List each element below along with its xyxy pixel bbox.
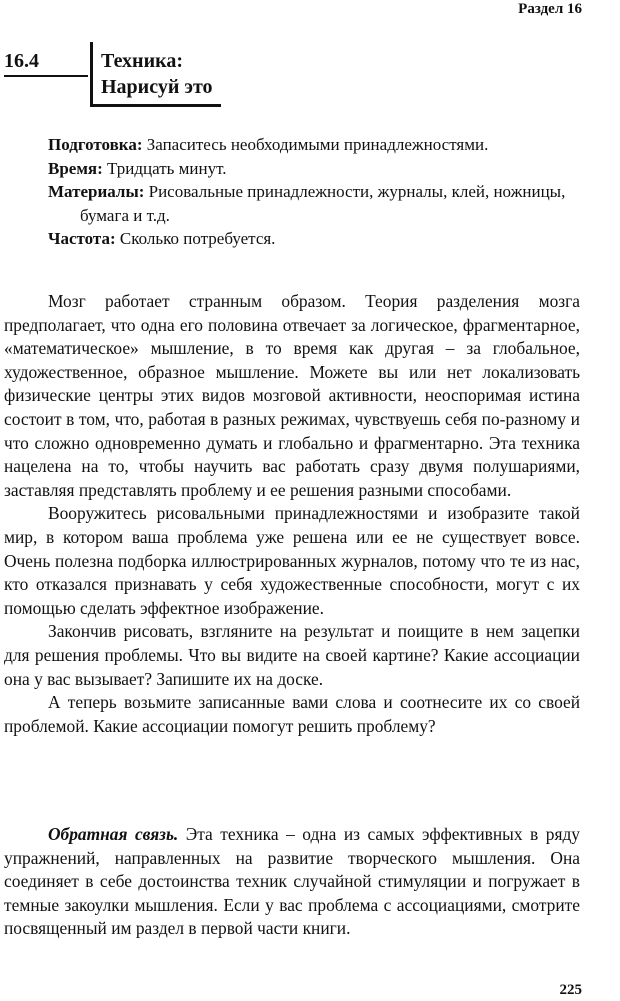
meta-materials-label: Материалы: (48, 182, 145, 201)
meta-materials-value: Рисовальные принадлежности, журналы, клей, ножницы, бумага и т.д. (80, 182, 566, 225)
meta-preparation (48, 133, 588, 157)
paragraph-1: Мозг работает странным образом. Теория разделения мозга предполагает, что одна его половина отвечает за логическое, фрагментарное, «математическое» мышление, в то время как другая – за глобальное, художественное, образное мышление. Можете вы или нет локализовать физические центры этих видов мозговой активности, неоспоримая истина состоит в том, что, работая в разных режимах, чувствуешь себя по-разному и что сложно одновременно думать и глобально и фрагментарно. Эта техника нацелена на то, чтобы научить вас работать сразу двумя полушариями, заставляя представлять проблему и ее решения разными способами. (4, 291, 580, 500)
meta-frequency (48, 227, 588, 251)
meta-time-label: Время: (48, 158, 103, 178)
meta-frequency-label: Частота: (48, 229, 116, 248)
feedback-section (4, 823, 580, 941)
section-title-line1: Техника: (101, 50, 183, 72)
paragraph-4: А теперь возьмите записанные вами слова и соотнесите их со своей проблемой. Какие ассоциации помогут решить проблему? (4, 692, 580, 736)
paragraph-2: Вооружитесь рисовальными принадлежностями и изобразите такой мир, в котором ваша проблема уже решена или ее не существует вовсе. Очень полезна подборка иллюстрированных журналов, потому что те из нас, кто отказался признавать у себя художественные способности, могут с их помощью сделать эффектное изображение. (4, 503, 580, 618)
meta-preparation-label: Подготовка: (48, 135, 143, 154)
feedback-text: Эта техника – одна из самых эффективных в ряду упражнений, направленных на развитие творческого мышления. Она соединяет в себе достоинства техник случайной стимуляции и погружает в темные закоулки мышления. Если у вас проблема с ассоциациями, смотрите посвященный им раздел в первой части книги. (4, 824, 580, 939)
meta-time (48, 157, 588, 181)
section-title (90, 42, 221, 107)
feedback-paragraph (4, 823, 580, 941)
section-number: 16.4 (4, 50, 88, 77)
meta-frequency-value: Сколько потребуется. (119, 229, 276, 248)
meta-time-value: Тридцать минут. (107, 158, 227, 178)
feedback-label: Обратная связь. (48, 824, 179, 844)
body-text (4, 290, 580, 738)
meta-preparation-value: Запаситесь необходимыми принадлежностями. (146, 135, 489, 154)
technique-meta (48, 133, 588, 251)
section-label: Раздел 16 (518, 1, 582, 17)
meta-materials (48, 180, 588, 227)
paragraph-3: Закончив рисовать, взгляните на результат и поищите в нем зацепки для решения проблемы. Что вы видите на своей картине? Какие ассоциации она у вас вызывает? Запишите их на доске. (4, 621, 580, 689)
section-title-line2: Нарисуй это (101, 76, 213, 98)
page-number: 225 (559, 982, 582, 998)
